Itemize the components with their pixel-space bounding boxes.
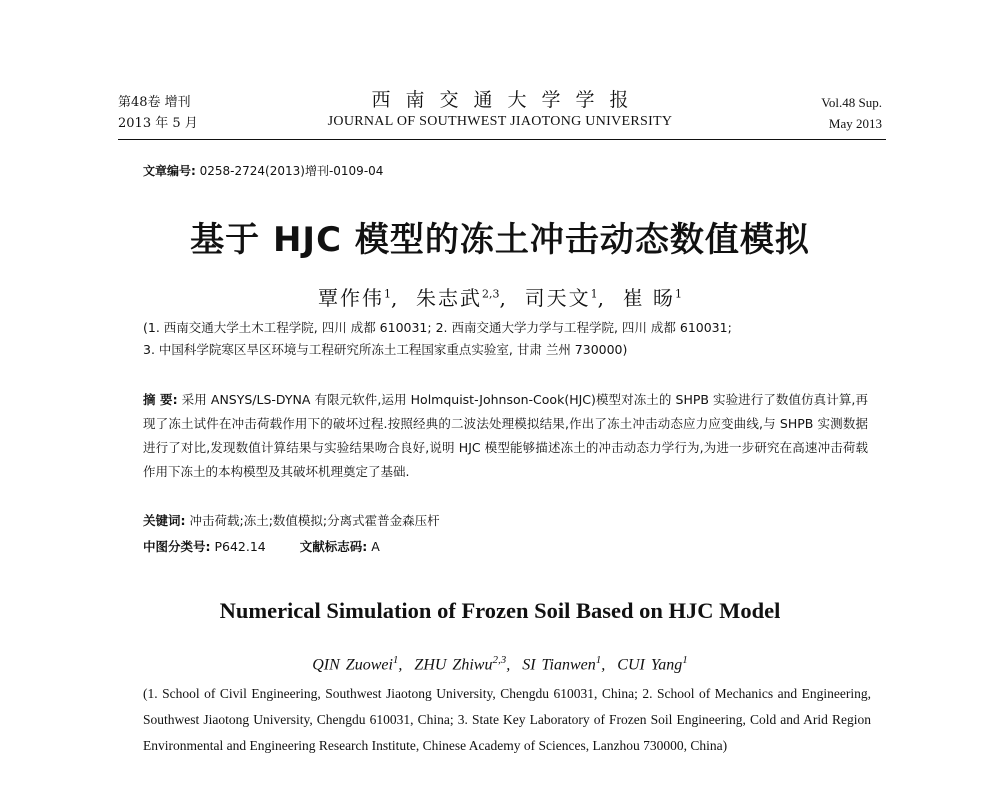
author-en-affil-mark: 2,3 <box>492 654 507 666</box>
header-left <box>118 92 198 134</box>
date-cn: 2013 年 5 月 <box>118 116 198 131</box>
author-en: CUI Yang <box>617 656 683 674</box>
article-number <box>143 162 383 179</box>
author-cn: 崔 旸 <box>622 286 676 310</box>
volume-en: Vol.48 Sup. <box>821 95 882 110</box>
author-en-affil-mark: 1 <box>595 654 602 666</box>
journal-title-en: JOURNAL OF SOUTHWEST JIAOTONG UNIVERSITY <box>327 114 673 129</box>
header-rule <box>118 139 886 140</box>
doc-code-value: A <box>371 539 380 554</box>
authors-cn: 覃作伟$^1$, 朱志武$^{2,3}$, 司天文$^1$, 崔 旸$^1$ <box>317 286 683 310</box>
article-number-value: 0258-2724(2013)增刊-0109-04 <box>199 164 384 178</box>
affiliation-cn-line: 3. 中国科学院寒区旱区环境与工程研究所冻土工程国家重点实验室, 甘肃 兰州 730000) <box>143 342 628 357</box>
author-cn: 覃作伟 <box>317 286 384 310</box>
title-cn: 基于 HJC 模型的冻土冲击动态数值模拟 <box>190 220 810 260</box>
header-center <box>290 88 710 132</box>
clc-label: 中图分类号: <box>143 539 211 554</box>
authors-en: QIN Zuowei$^1$, ZHU Zhiwu$^{2,3}$, SI Tianwen$^1$, CUI Yang$^1$ <box>312 654 688 674</box>
affiliations-en: (1. School of Civil Engineering, Southwest Jiaotong University, Chengdu 610031, China; 2. School of Mechanics and Engineering, Southwest Jiaotong University, Chengdu 610031, China; 3. State Key Laboratory of Frozen Soil Engineering, Cold and Arid Region Environmental and Engineering Research Institute, Chinese Academy of Sciences, Lanzhou 730000, China) <box>143 686 871 753</box>
author-cn-affil-mark: 2,3 <box>482 287 500 301</box>
author-en-affil-mark: 1 <box>682 654 688 666</box>
doc-code-label: 文献标志码: <box>299 539 368 554</box>
author-en: ZHU Zhiwu <box>414 656 493 674</box>
keywords-cn <box>143 511 440 529</box>
clc-value: P642.14 <box>214 539 266 554</box>
author-en: SI Tianwen <box>522 656 596 674</box>
abstract-text: 采用 ANSYS/LS-DYNA 有限元软件,运用 Holmquist-Johnson-Cook(HJC)模型对冻土的 SHPB 实验进行了数值仿真计算,再现了冻土试件在冲击荷载作用下的破坏过程.按照经典的二波法处理模拟结果,作出了冻土冲击动态应力应变曲线,与 SHPB 实测数据进行了对比,发现数值计算结果与实验结果吻合良好,说明 HJC 模型能够描述冻土的冲击动态力学行为,为进一步研究在高速冲击荷载作用下冻土的本构模型及其破坏机理奠定了基础. <box>143 392 868 479</box>
keywords-label: 关键词: <box>143 513 186 528</box>
title-en: Numerical Simulation of Frozen Soil Based on HJC Model <box>219 598 781 623</box>
keywords-text: 冲击荷载;冻土;数值模拟;分离式霍普金森压杆 <box>189 513 440 528</box>
author-cn: 朱志武 <box>416 286 483 310</box>
author-en: QIN Zuowei <box>312 656 393 674</box>
date-en: May 2013 <box>828 116 882 131</box>
article-number-label: 文章编号: <box>143 164 196 178</box>
abstract-cn <box>143 388 868 484</box>
author-en-affil-mark: 1 <box>392 654 399 666</box>
classification <box>143 537 380 555</box>
affiliation-cn-line: (1. 西南交通大学土木工程学院, 四川 成都 610031; 2. 西南交通大学力学与工程学院, 四川 成都 610031; <box>143 320 732 335</box>
author-cn: 司天文 <box>524 286 591 310</box>
abstract-label: 摘 要: <box>143 392 178 407</box>
header-right <box>821 92 882 134</box>
author-cn-affil-mark: 1 <box>383 287 391 301</box>
volume-cn: 第48卷 增刊 <box>118 95 191 110</box>
author-cn-affil-mark: 1 <box>590 287 598 301</box>
journal-title-cn: 西南交通大学学报 <box>371 89 644 111</box>
author-cn-affil-mark: 1 <box>675 287 683 301</box>
affiliations-cn <box>143 317 873 361</box>
